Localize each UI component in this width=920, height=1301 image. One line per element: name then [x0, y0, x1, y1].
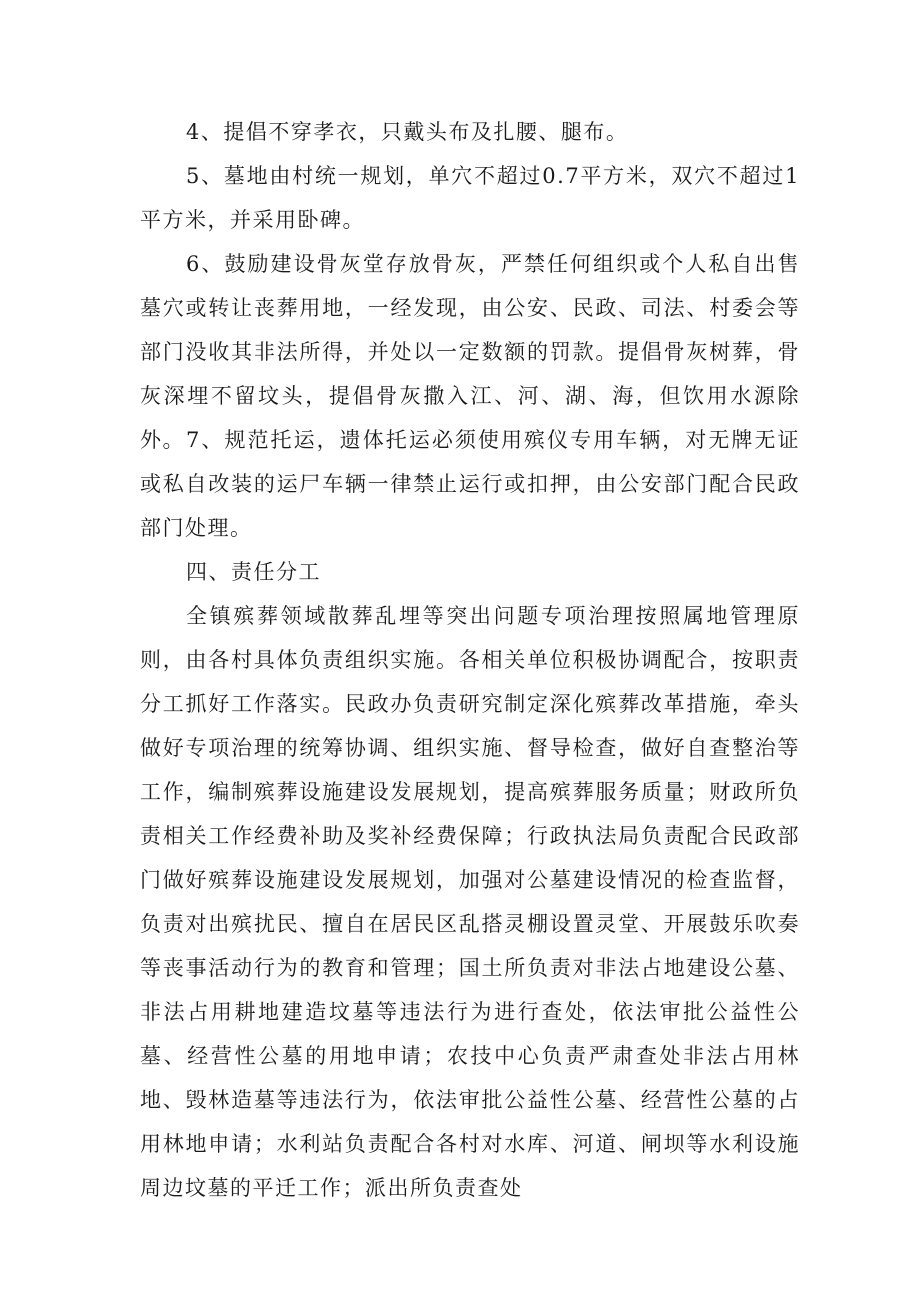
section-heading: 四、责任分工 — [186, 560, 321, 584]
paragraph-item-6: 6、鼓励建设骨灰堂存放骨灰，严禁任何组织或个人私自出售墓穴或转让丧葬用地，一经发现，由公安、民政、司法、村委会等部门没收其非法所得，并处以一定数额的罚款。提倡骨灰树葬，骨灰深埋不留坟头，提倡骨灰撒入江、河、湖、海，但饮用水源除外。 — [140, 252, 800, 452]
paragraph-item-7: 7、规范托运，遗体托运必须使用殡仪专用车辆，对无牌无证或私自改装的运尸车辆一律禁止运行或扣押，由公安部门配合民政部门处理。 — [140, 428, 800, 540]
body-paragraph: 全镇殡葬领域散葬乱埋等突出问题专项治理按照属地管理原则，由各村具体负责组织实施。各相关单位积极协调配合，按职责分工抓好工作落实。民政办负责研究制定深化殡葬改革措施，牵头做好专项治理的统筹协调、组织实施、督导检查，做好自查整治等工作，编制殡葬设施建设发展规划，提高殡葬服务质量；财政所负责相关工作经费补助及奖补经费保障；行政执法局负责配合民政部门做好殡葬设施建设发展规划，加强对公墓建设情况的检查监督，负责对出殡扰民、擅自在居民区乱搭灵棚设置灵堂、开展鼓乐吹奏等丧事活动行为的教育和管理；国土所负责对非法占地建设公墓、非法占用耕地建造坟墓等违法行为进行查处，依法审批公益性公墓、经营性公墓的用地申请；农技中心负责严肃查处非法占用林地、毁林造墓等违法行为，依法审批公益性公墓、经营性公墓的占用林地申请；水利站负责配合各村对水库、河道、闸坝等水利设施周边坟墓的平迁工作；派出所负责查处 — [140, 604, 800, 1200]
paragraph-item-4: 4、提倡不穿孝衣，只戴头布及扎腰、腿布。 — [186, 120, 629, 144]
paragraph-item-5: 5、墓地由村统一规划，单穴不超过0.7平方米，双穴不超过1平方米，并采用卧碑。 — [140, 164, 800, 232]
